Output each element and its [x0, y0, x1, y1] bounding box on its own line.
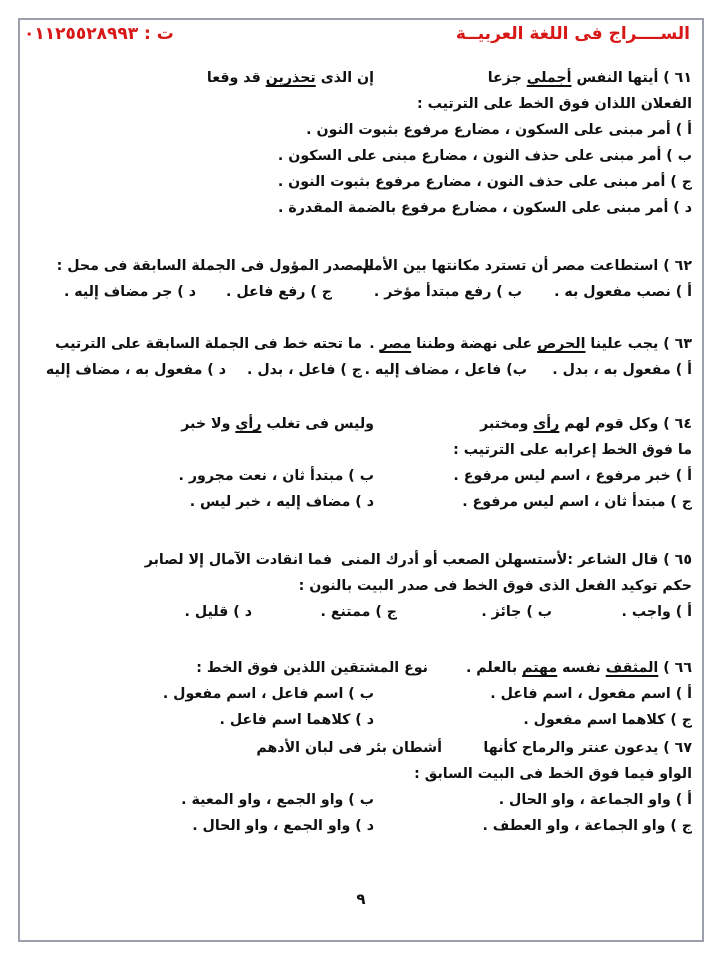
q63-underlined-word-1: الحرص: [537, 336, 586, 352]
q66-stem: [28, 658, 692, 678]
q62-option-d[interactable]: د ) جر مضاف إليه .: [63, 284, 196, 300]
q62-option-c[interactable]: ج ) رفع فاعل .: [226, 284, 332, 300]
q64-option-c[interactable]: ج ) مبتدأ ثان ، اسم ليس مرفوع .: [462, 494, 692, 510]
worksheet-page: [18, 18, 704, 942]
q67-verse-first-hemistich: ٦٧ ) يدعون عنتر والرماح كأنها: [483, 740, 692, 756]
page-header: [20, 24, 702, 50]
q61-question: الفعلان اللذان فوق الخط على الترتيب :: [416, 96, 692, 112]
q65-question: حكم توكيد الفعل الذى فوق الخط فى صدر البيت بالنون :: [298, 578, 692, 594]
q64-verse-second-hemistich: وليس فى تغلب رأي ولا خبر: [181, 416, 374, 432]
q66-underlined-word-1: المثقف: [605, 660, 659, 676]
q66-underlined-word-2: مهتم: [522, 660, 558, 676]
q64-verse-first-hemistich: ٦٤ ) وكل قوم لهم رأى ومختبر: [480, 416, 692, 432]
q66-options-row-1: [28, 684, 692, 704]
q63-option-c[interactable]: ج ) فاعل ، بدل .: [247, 362, 362, 378]
q61-option-a[interactable]: أ ) أمر مبنى على السكون ، مضارع مرفوع بثبوت النون .: [306, 122, 692, 138]
q61-verse: [28, 68, 692, 88]
q66-option-b[interactable]: ب ) اسم فاعل ، اسم مفعول .: [162, 686, 374, 702]
q66-option-a[interactable]: أ ) اسم مفعول ، اسم فاعل .: [490, 686, 692, 702]
q66-option-d[interactable]: د ) كلاهما اسم فاعل .: [219, 712, 374, 728]
q62-option-b[interactable]: ب ) رفع مبتدأ مؤخر .: [373, 284, 522, 300]
header-phone: ت : ٠١١٢٥٥٢٨٩٩٣: [24, 24, 174, 44]
q65-verse-second-hemistich: فما انقادت الآمال إلا لصابر: [144, 552, 332, 568]
q62-question: المصدر المؤول فى الجملة السابقة فى محل :: [56, 258, 374, 274]
q66-option-c[interactable]: ج ) كلاهما اسم مفعول .: [523, 712, 692, 728]
q61-verse-second-hemistich: إن الذى تحذرين قد وقعا: [206, 70, 374, 86]
q63-stem: [28, 334, 692, 354]
q63-options: [28, 360, 692, 380]
q62-option-a[interactable]: أ ) نصب مفعول به .: [554, 284, 692, 300]
q67-option-d[interactable]: د ) واو الجمع ، واو الحال .: [192, 818, 374, 834]
q65-options: [28, 602, 692, 622]
q65-option-d[interactable]: د ) قليل .: [184, 604, 252, 620]
q64-underlined-word-1: رأى: [533, 416, 560, 432]
q61-option-d[interactable]: د ) أمر مبنى على السكون ، مضارع مرفوع بالضمة المقدرة .: [278, 200, 692, 216]
q61-underlined-word-2: تحذرين: [265, 70, 316, 86]
q64-verse: [28, 414, 692, 434]
q67-options-row-1: [28, 790, 692, 810]
q65-verse-first-hemistich: ٦٥ ) قال الشاعر :لأستسهلن الصعب أو أدرك المنى: [340, 552, 692, 568]
q61-verse-first-hemistich: ٦١ ) أيتها النفس أجملي جزعا: [487, 70, 692, 86]
q65-verse: [28, 550, 692, 570]
q67-verse-second-hemistich: أشطان بئر فى لبان الأدهم: [256, 740, 442, 756]
q63-option-d[interactable]: د ) مفعول به ، مضاف إليه: [45, 362, 226, 378]
q67-question: الواو فيما فوق الخط فى البيت السابق :: [414, 766, 692, 782]
q64-option-b[interactable]: ب ) مبتدأ ثان ، نعت مجرور .: [178, 468, 374, 484]
q66-options-row-2: [28, 710, 692, 730]
page-number: ٩: [356, 890, 366, 908]
q67-options-row-2: [28, 816, 692, 836]
q62-stem: [28, 256, 692, 276]
q67-option-b[interactable]: ب ) واو الجمع ، واو المعية .: [181, 792, 374, 808]
q67-option-a[interactable]: أ ) واو الجماعة ، واو الحال .: [498, 792, 692, 808]
q67-verse: [28, 738, 692, 758]
q65-option-b[interactable]: ب ) جائز .: [481, 604, 552, 620]
q64-option-a[interactable]: أ ) خبر مرفوع ، اسم ليس مرفوع .: [453, 468, 692, 484]
q63-underlined-word-2: مصر: [379, 336, 412, 352]
q64-options-row-2: [28, 492, 692, 512]
q61-option-c[interactable]: ج ) أمر مبنى على حذف النون ، مضارع مرفوع بثبوت النون .: [277, 174, 692, 190]
q63-option-b[interactable]: ب) فاعل ، مضاف إليه .: [364, 362, 527, 378]
q67-option-c[interactable]: ج ) واو الجماعة ، واو العطف .: [482, 818, 692, 834]
q62-options: [28, 282, 692, 302]
q66-question: نوع المشتقين اللذين فوق الخط :: [196, 660, 428, 676]
header-title: الســــراج فى اللغة العربيــة: [455, 24, 690, 44]
q64-option-d[interactable]: د ) مضاف إليه ، خبر ليس .: [189, 494, 374, 510]
q63-option-a[interactable]: أ ) مفعول به ، بدل .: [552, 362, 692, 378]
q64-question: ما فوق الخط إعرابه على الترتيب :: [453, 442, 692, 458]
q65-option-c[interactable]: ج ) ممتنع .: [320, 604, 397, 620]
q66-stem-sentence: ٦٦ ) المثقف نفسه مهتم بالعلم .: [465, 660, 692, 676]
q63-stem-sentence: ٦٣ ) يجب علينا الحرص على نهضة وطننا مصر .: [369, 336, 692, 352]
q63-question: ما تحته خط فى الجملة السابقة على الترتيب: [55, 336, 362, 352]
q64-options-row-1: [28, 466, 692, 486]
q61-option-b[interactable]: ب ) أمر مبنى على حذف النون ، مضارع مبنى على السكون .: [277, 148, 692, 164]
q65-option-a[interactable]: أ ) واجب .: [621, 604, 692, 620]
q61-underlined-word-1: أجملي: [526, 70, 572, 86]
q64-underlined-word-2: رأي: [235, 416, 262, 432]
q62-stem-sentence: ٦٢ ) استطاعت مصر أن تسترد مكانتها بين الأمم .: [352, 258, 692, 274]
